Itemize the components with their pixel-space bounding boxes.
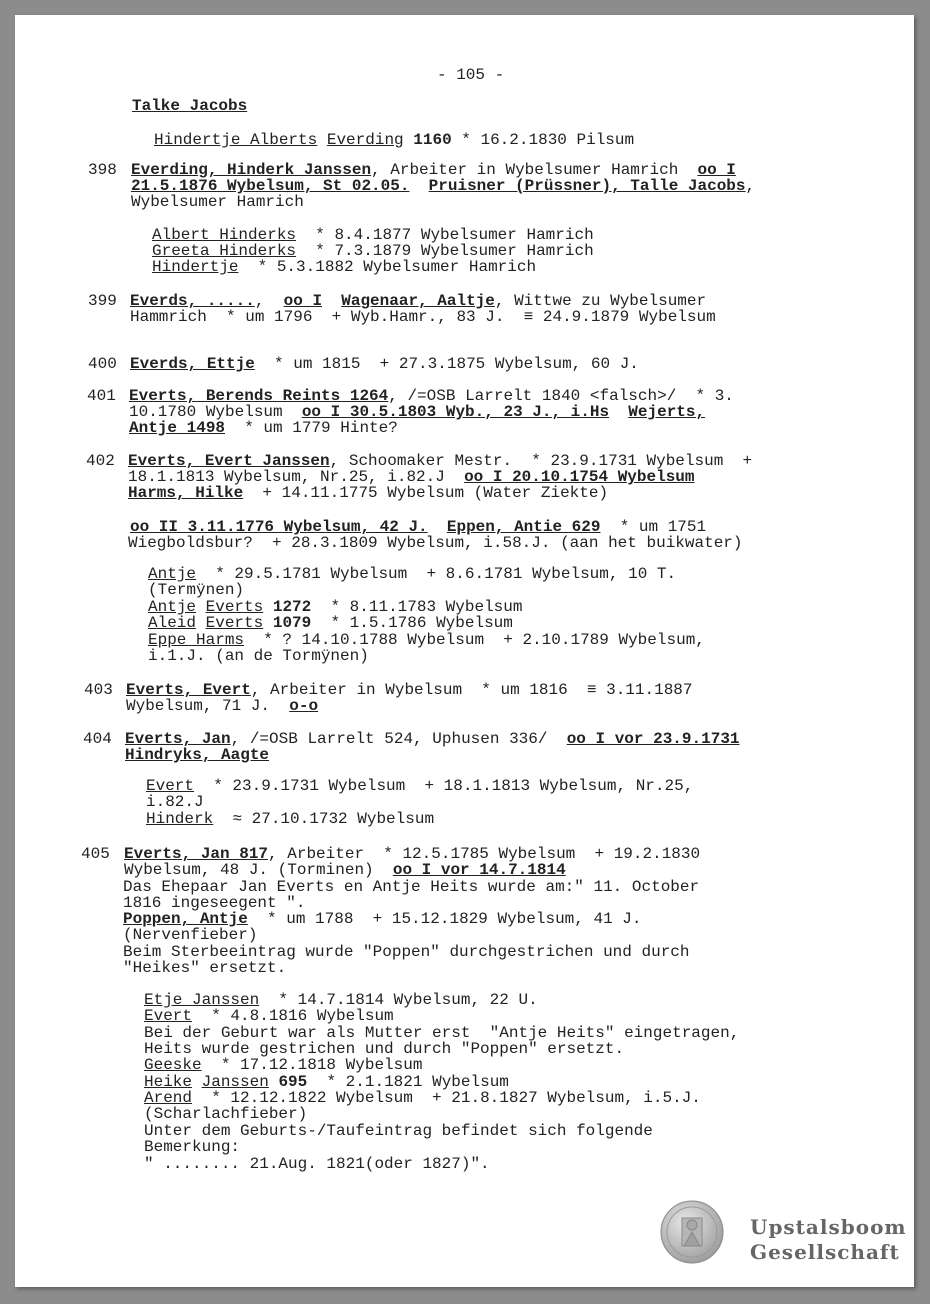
seal-logo-icon	[660, 1200, 724, 1264]
child-line: Eppe Harms * ? 14.10.1788 Wybelsum + 2.10.1789 Wybelsum,	[148, 631, 705, 649]
entry-number: 402	[86, 452, 115, 470]
entry-403-line2: Wybelsum, 71 J. o-o	[126, 697, 319, 715]
entry-401-line2: 10.1780 Wybelsum oo I 30.5.1803 Wyb., 23 J., i.Hs Wejerts,	[129, 403, 706, 421]
entry-401-line3: Antje 1498 * um 1779 Hinte?	[129, 419, 398, 437]
entry-number: 400	[88, 355, 117, 373]
entry-404-line2: Hindryks, Aagte	[125, 746, 270, 764]
entry-402-marriage2: oo II 3.11.1776 Wybelsum, 42 J. Eppen, Antie 629 * um 1751	[130, 518, 707, 536]
entry-405-line7: Beim Sterbeeintrag wurde "Poppen" durchgestrichen und durch	[123, 943, 690, 961]
entry-405-line5: Poppen, Antje * um 1788 + 15.12.1829 Wybelsum, 41 J.	[123, 910, 642, 928]
entry-405-line8: "Heikes" ersetzt.	[123, 959, 287, 977]
entry-number: 404	[83, 730, 112, 748]
entry-398-line3: Wybelsumer Hamrich	[131, 193, 304, 211]
entry-405-line6: (Nervenfieber)	[123, 926, 258, 944]
page-number: - 105 -	[437, 66, 505, 84]
entry-402-line1: Everts, Evert Janssen, Schoomaker Mestr. * 23.9.1731 Wybelsum +	[128, 452, 753, 470]
child-line: " ........ 21.Aug. 1821(oder 1827)".	[144, 1155, 490, 1173]
child-line: Heits wurde gestrichen und durch "Poppen" ersetzt.	[144, 1040, 625, 1058]
entry-number: 403	[84, 681, 113, 699]
entry-399-line2: Hammrich * um 1796 + Wyb.Hamr., 83 J. ≡ 24.9.1879 Wybelsum	[130, 308, 716, 326]
entry-404-line1: Everts, Jan, /=OSB Larrelt 524, Uphusen 336/ oo I vor 23.9.1731	[125, 730, 740, 748]
entry-399-line1: Everds, ....., oo I Wagenaar, Aaltje, Wittwe zu Wybelsumer	[130, 292, 707, 310]
child-line: Antje Everts 1272 * 8.11.1783 Wybelsum	[148, 598, 523, 616]
child-line: Unter dem Geburts-/Taufeintrag befindet sich folgende	[144, 1122, 653, 1140]
entry-number: 401	[87, 387, 116, 405]
entry-400-line1: Everds, Ettje * um 1815 + 27.3.1875 Wybelsum, 60 J.	[130, 355, 639, 373]
entry-405-line2: Wybelsum, 48 J. (Torminen) oo I vor 14.7.1814	[124, 861, 566, 879]
child-line: Geeske * 17.12.1818 Wybelsum	[144, 1056, 423, 1074]
entry-402-line3: Harms, Hilke + 14.11.1775 Wybelsum (Water Ziekte)	[128, 484, 609, 502]
child-line: Heike Janssen 695 * 2.1.1821 Wybelsum	[144, 1073, 509, 1091]
child-line: Hindertje Alberts Everding 1160 * 16.2.1830 Pilsum	[154, 131, 635, 149]
child-line: Evert * 4.8.1816 Wybelsum	[144, 1007, 394, 1025]
child-line: Albert Hinderks * 8.4.1877 Wybelsumer Hamrich	[152, 226, 594, 244]
child-line: Antje * 29.5.1781 Wybelsum + 8.6.1781 Wybelsum, 10 T.	[148, 565, 677, 583]
entry-403-line1: Everts, Evert, Arbeiter in Wybelsum * um 1816 ≡ 3.11.1887	[126, 681, 693, 699]
child-line: (Scharlachfieber)	[144, 1105, 308, 1123]
document-page	[15, 15, 914, 1287]
child-line: Hindertje * 5.3.1882 Wybelsumer Hamrich	[152, 258, 537, 276]
child-line: Hinderk ≈ 27.10.1732 Wybelsum	[146, 810, 435, 828]
entry-number: 405	[81, 845, 110, 863]
entry-402-line2: 18.1.1813 Wybelsum, Nr.25, i.82.J oo I 20.10.1754 Wybelsum	[128, 468, 695, 486]
child-line: Arend * 12.12.1822 Wybelsum + 21.8.1827 Wybelsum, i.5.J.	[144, 1089, 701, 1107]
entry-number: 398	[88, 161, 117, 179]
child-line: Bemerkung:	[144, 1138, 241, 1156]
entry-402-marriage2-line2: Wiegboldsbur? + 28.3.1809 Wybelsum, i.58.J. (aan het buikwater)	[128, 534, 743, 552]
entry-405-line1: Everts, Jan 817, Arbeiter * 12.5.1785 Wybelsum + 19.2.1830	[124, 845, 701, 863]
child-line: Bei der Geburt war als Mutter erst "Antje Heits" eingetragen,	[144, 1024, 740, 1042]
child-line: Etje Janssen * 14.7.1814 Wybelsum, 22 U.	[144, 991, 538, 1009]
entry-398-line1: Everding, Hinderk Janssen, Arbeiter in Wybelsumer Hamrich oo I	[131, 161, 736, 179]
child-line: i.1.J. (an de Tormÿnen)	[148, 647, 369, 665]
entry-401-line1: Everts, Berends Reints 1264, /=OSB Larrelt 1840 <falsch>/ * 3.	[129, 387, 734, 405]
child-line: Evert * 23.9.1731 Wybelsum + 18.1.1813 Wybelsum, Nr.25,	[146, 777, 694, 795]
entry-number: 399	[88, 292, 117, 310]
child-line: Aleid Everts 1079 * 1.5.1786 Wybelsum	[148, 614, 513, 632]
entry-405-line4: 1816 ingeseegent ".	[123, 894, 306, 912]
child-line: (Termÿnen)	[148, 581, 245, 599]
child-line: i.82.J	[146, 793, 204, 811]
entry-405-line3: Das Ehepaar Jan Everts en Antje Heits wurde am:" 11. October	[123, 878, 700, 896]
parent-name: Talke Jacobs	[132, 97, 248, 115]
entry-398-line2: 21.5.1876 Wybelsum, St 02.05. Pruisner (Prüssner), Talle Jacobs,	[131, 177, 756, 195]
society-logo-text: Upstalsboom Gesellschaft	[750, 1215, 907, 1264]
child-line: Greeta Hinderks * 7.3.1879 Wybelsumer Hamrich	[152, 242, 594, 260]
